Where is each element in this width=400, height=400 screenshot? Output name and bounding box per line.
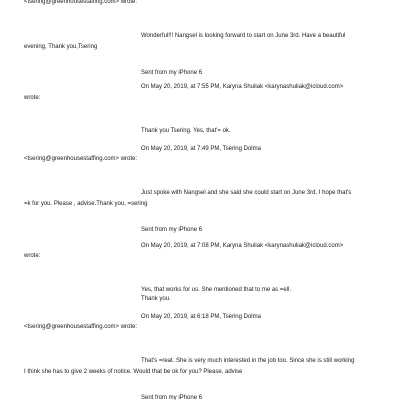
email-text-line: On May 20, 2019, at 6:18 PM, Tsering Dolma (141, 314, 261, 320)
email-text-line: Thank you. (141, 296, 171, 302)
email-text-line: <tsering@greenhousestaffing.com> wrote: (24, 0, 138, 5)
email-text-line: <tsering@greenhousestaffing.com> wrote: (24, 324, 138, 330)
email-text-line: That's =reat. She is very much interested in the job too. Since she is still working (141, 358, 355, 364)
email-text-line: Sent from my iPhone 6 (141, 70, 203, 76)
email-text-line: Sent from my iPhone 6 (141, 227, 203, 233)
email-text-line: Thank you Tsering. Yes, that'= ok. (141, 128, 231, 134)
email-text-line: =k for you. Please , advise.Thank you, =sering (24, 201, 148, 207)
email-text-line: I think she has to give 2 weeks of notice. Would that be ok for you? Please, advise (24, 369, 243, 375)
email-text-line: On May 20, 2019, at 7:55 PM, Karyna Shuliak <karynashuliak@icloud.com> (141, 84, 344, 90)
email-text-line: Wonderful!!! Nangsel is looking forward to start on June 3rd. Have a beautiful (141, 33, 346, 39)
email-text-line: wrote: (24, 253, 41, 259)
email-text-line: Sent from my iPhone 6 (141, 395, 203, 400)
email-text-line: On May 20, 2019, at 7:08 PM, Karyna Shuliak <karynashuliak@icloud.com> (141, 243, 344, 249)
email-text-line: On May 20, 2019, at 7:49 PM, Tsering Dolma (141, 146, 261, 152)
email-text-line: <tsering@greenhousestaffing.com> wrote: (24, 156, 138, 162)
email-text-line: evening, Thank you,Tsering (24, 44, 98, 50)
email-text-line: Yes, that works for us. She mentioned that to me as =ell. (141, 287, 292, 293)
email-text-line: Just spoke with Nangsel and she said she could start on June 3rd. I hope that's (141, 190, 352, 196)
email-text-line: wrote: (24, 95, 41, 101)
